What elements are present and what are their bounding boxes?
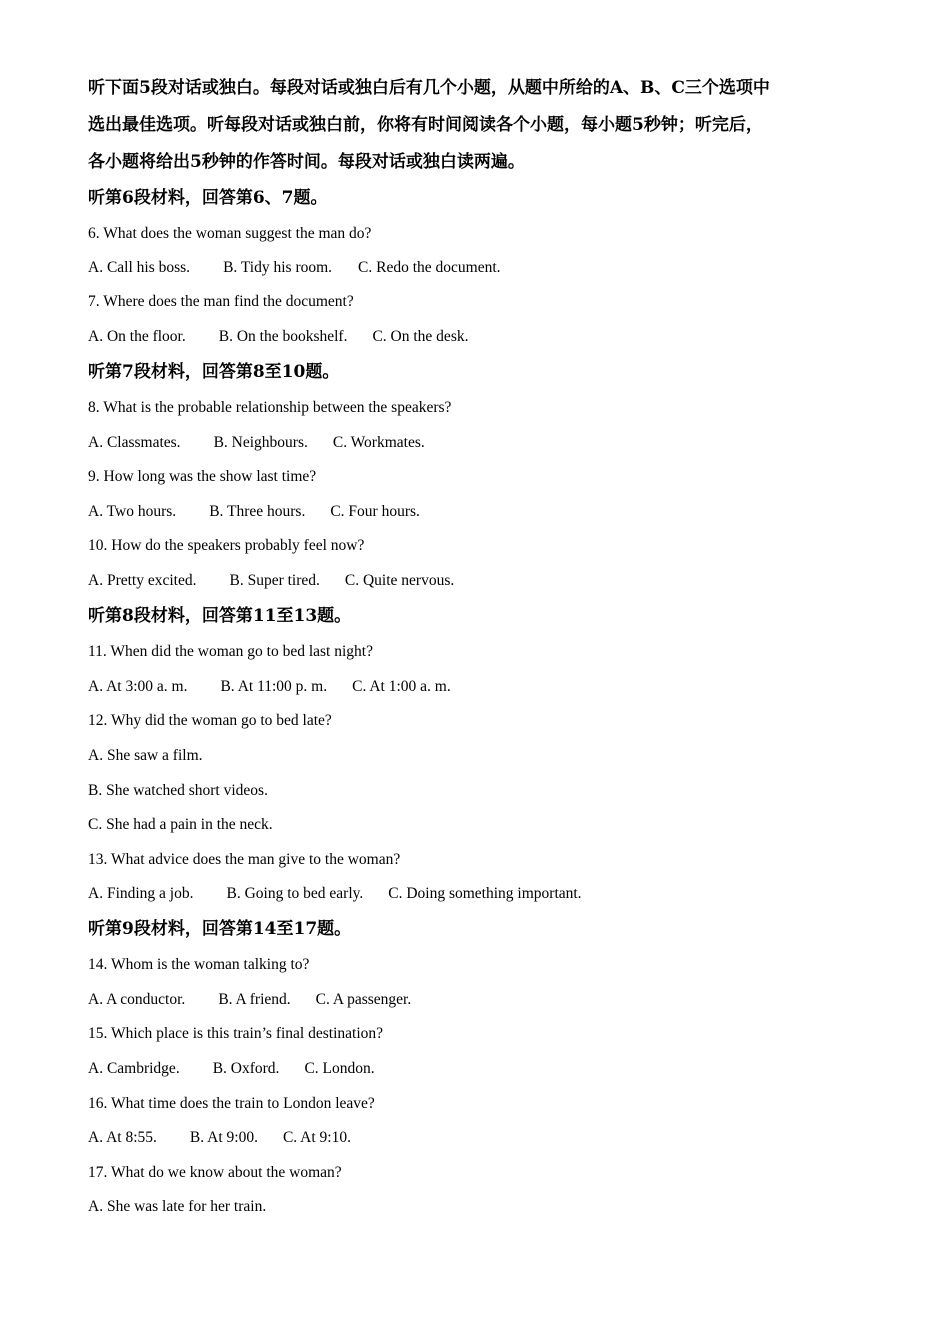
options-9	[88, 502, 420, 522]
options-7	[88, 327, 468, 347]
question-11: 11. When did the woman go to bed last night?	[88, 643, 373, 660]
listening-instructions	[88, 70, 878, 181]
option-a: A. Pretty excited.	[88, 572, 197, 589]
question-12: 12. Why did the woman go to bed late?	[88, 712, 332, 729]
section-heading-6: 听第6段材料，回答第6、7题。	[88, 188, 328, 208]
options-15	[88, 1059, 375, 1079]
option-c: C. Doing something important.	[388, 885, 582, 902]
option-a: A. Cambridge.	[88, 1060, 180, 1077]
question-7: 7. Where does the man find the document?	[88, 293, 354, 310]
option-c: C. A passenger.	[315, 991, 412, 1008]
option-c: C. London.	[304, 1060, 375, 1077]
options-10	[88, 571, 454, 591]
option-b: B. Super tired.	[229, 572, 320, 589]
section-heading-8: 听第8段材料，回答第11至13题。	[88, 606, 352, 626]
options-13	[88, 884, 582, 904]
options-16	[88, 1128, 351, 1148]
option-b: B. On the bookshelf.	[218, 328, 348, 345]
options-14	[88, 990, 411, 1010]
section-heading-7: 听第7段材料，回答第8至10题。	[88, 362, 340, 382]
option-a: A. At 3:00 a. m.	[88, 678, 188, 695]
option-a: A. She was late for her train.	[88, 1198, 267, 1215]
question-9: 9. How long was the show last time?	[88, 468, 317, 485]
question-17: 17. What do we know about the woman?	[88, 1164, 342, 1181]
option-b: B. At 9:00.	[189, 1129, 258, 1146]
instruction-line: 听下面5段对话或独白。每段对话或独白后有几个小题，从题中所给的A、B、C三个选项中	[88, 78, 770, 98]
question-8: 8. What is the probable relationship between the speakers?	[88, 399, 452, 416]
option-b: B. She watched short videos.	[88, 782, 268, 799]
question-16: 16. What time does the train to London leave?	[88, 1095, 375, 1112]
option-b: B. Going to bed early.	[226, 885, 364, 902]
option-b: B. Oxford.	[212, 1060, 280, 1077]
option-c: C. At 1:00 a. m.	[352, 678, 451, 695]
option-a: A. Finding a job.	[88, 885, 194, 902]
option-a: A. At 8:55.	[88, 1129, 157, 1146]
question-10: 10. How do the speakers probably feel now?	[88, 537, 365, 554]
options-8	[88, 433, 425, 453]
question-6: 6. What does the woman suggest the man do?	[88, 225, 372, 242]
option-a: A. Classmates.	[88, 434, 181, 451]
option-a: A. Two hours.	[88, 503, 177, 520]
question-14: 14. Whom is the woman talking to?	[88, 956, 310, 973]
option-b: B. Tidy his room.	[223, 259, 333, 276]
options-11	[88, 677, 451, 697]
options-6	[88, 258, 501, 278]
option-c: C. Quite nervous.	[344, 572, 455, 589]
instruction-line: 选出最佳选项。听每段对话或独白前，你将有时间阅读各个小题，每小题5秒钟；听完后，	[88, 115, 763, 135]
option-c: C. At 9:10.	[282, 1129, 351, 1146]
option-a: A. On the floor.	[88, 328, 186, 345]
option-a: A. A conductor.	[88, 991, 186, 1008]
option-b: B. Three hours.	[209, 503, 306, 520]
option-a: A. She saw a film.	[88, 747, 203, 764]
option-b: B. A friend.	[218, 991, 291, 1008]
option-c: C. On the desk.	[372, 328, 469, 345]
option-c: C. Redo the document.	[358, 259, 501, 276]
instruction-line: 各小题将给出5秒钟的作答时间。每段对话或独白读两遍。	[88, 152, 525, 172]
question-15: 15. Which place is this train’s final destination?	[88, 1025, 384, 1042]
option-b: B. At 11:00 p. m.	[220, 678, 328, 695]
option-a: A. Call his boss.	[88, 259, 191, 276]
section-heading-9: 听第9段材料，回答第14至17题。	[88, 919, 352, 939]
option-c: C. Workmates.	[332, 434, 425, 451]
option-b: B. Neighbours.	[213, 434, 308, 451]
option-c: C. She had a pain in the neck.	[88, 816, 273, 833]
option-c: C. Four hours.	[330, 503, 420, 520]
question-13: 13. What advice does the man give to the woman?	[88, 851, 401, 868]
